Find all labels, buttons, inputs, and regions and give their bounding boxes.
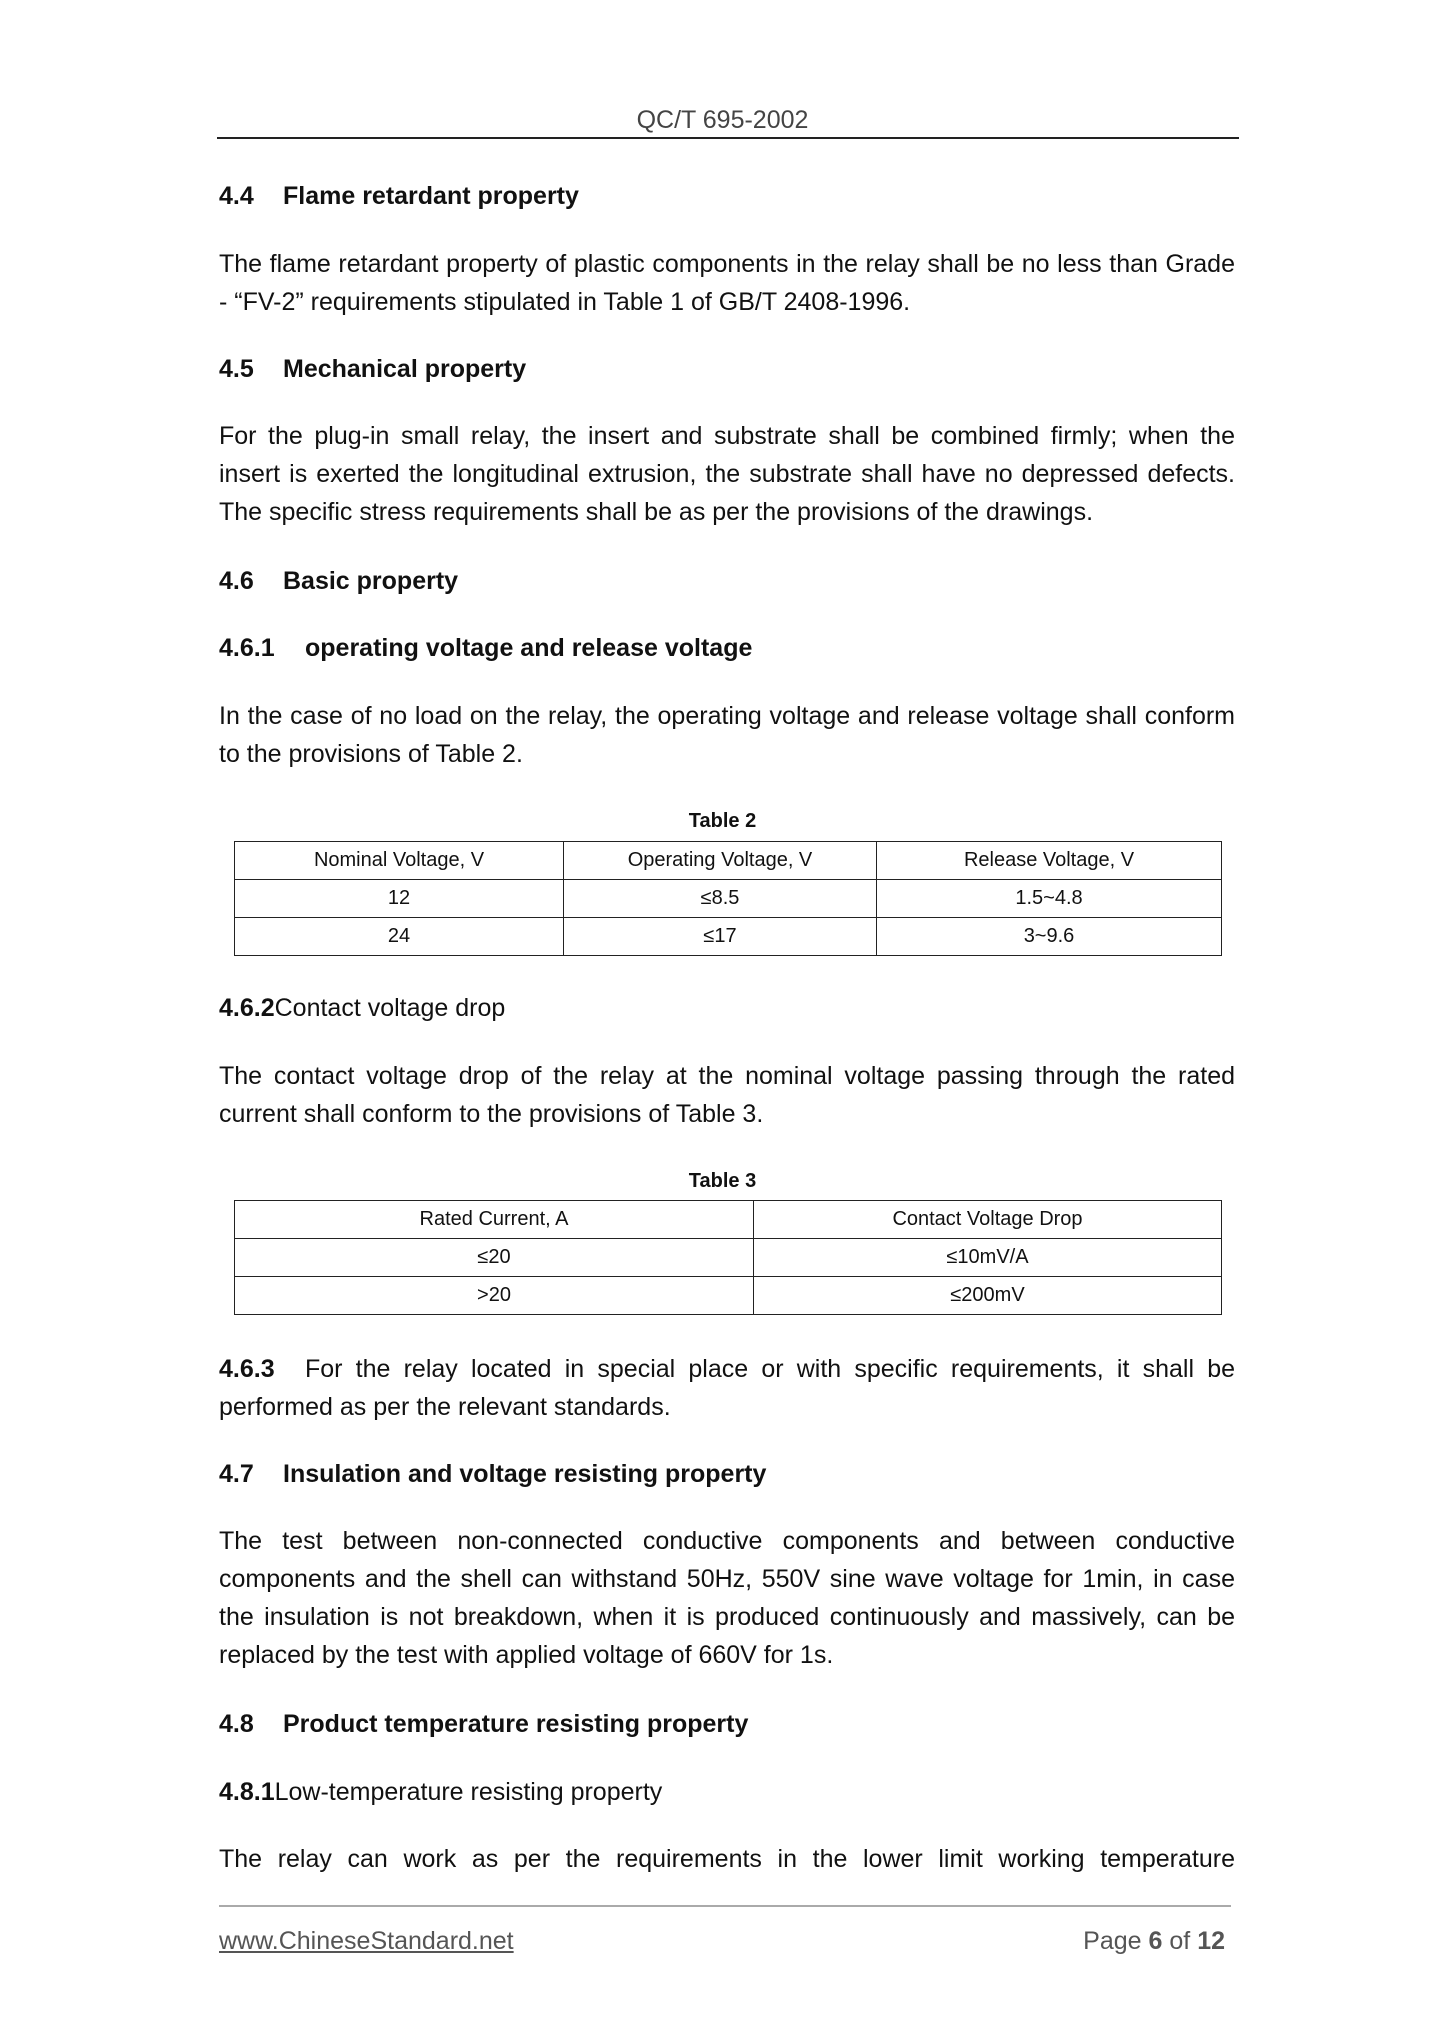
total-pages: 12 — [1197, 1927, 1225, 1955]
section-4-6-2-paragraph: The contact voltage drop of the relay at the nominal voltage passing through the rated current shall conform to the provisions of Table 3. — [219, 1062, 1235, 1128]
section-4-6-3-paragraph — [219, 1350, 1235, 1426]
table-header-cell: Operating Voltage, V — [564, 842, 877, 880]
table-3-caption: Table 3 — [688, 1170, 757, 1192]
section-title: Basic property — [283, 567, 459, 595]
section-4-8-1-paragraph: The relay can work as per the requirements in the lower limit working temperature — [219, 1845, 1235, 1873]
table-cell: ≤10mV/A — [754, 1239, 1222, 1277]
table-row — [235, 880, 1222, 918]
table-cell: ≤20 — [235, 1239, 754, 1277]
section-4-7-heading — [219, 1455, 1235, 1493]
section-4-6-heading — [219, 562, 1235, 600]
section-title: operating voltage and release voltage — [305, 634, 753, 662]
table-header-cell: Contact Voltage Drop — [754, 1201, 1222, 1239]
section-4-8-heading — [219, 1705, 1235, 1743]
website-link[interactable]: www.ChineseStandard.net — [219, 1927, 514, 1955]
footer-link-wrap — [219, 1926, 514, 1956]
table-cell: ≤200mV — [754, 1277, 1222, 1315]
section-4-7-paragraph: The test between non-connected conductive components and between conductive components and the shell can withstand 50Hz, 550V sine wave voltage for 1min, in case the insulation is not breakdown, when it is produced continuously and massively, can be replaced by the test with applied voltage of 660V for 1s. — [219, 1527, 1235, 1669]
table-cell: 1.5~4.8 — [877, 880, 1222, 918]
table-2-caption: Table 2 — [688, 810, 757, 832]
section-4-6-2-heading — [219, 989, 1235, 1027]
section-title: Low-temperature resisting property — [274, 1778, 663, 1806]
section-number: 4.6 — [219, 567, 254, 595]
table-row — [235, 1277, 1222, 1315]
section-title: Flame retardant property — [283, 182, 579, 210]
table-header-row — [235, 1201, 1222, 1239]
section-title: Product temperature resisting property — [283, 1710, 749, 1738]
page-label: Page — [1083, 1927, 1142, 1955]
section-number: 4.5 — [219, 355, 254, 383]
section-title: Insulation and voltage resisting property — [283, 1460, 767, 1488]
footer-rule — [219, 1905, 1231, 1907]
section-4-4-heading — [219, 177, 1235, 215]
section-4-5-heading — [219, 350, 1235, 388]
section-title: Contact voltage drop — [274, 994, 506, 1022]
table-3 — [234, 1200, 1222, 1315]
header-rule — [217, 137, 1239, 139]
current-page: 6 — [1148, 1927, 1163, 1955]
table-header-cell: Nominal Voltage, V — [235, 842, 564, 880]
section-number: 4.6.1 — [219, 634, 275, 662]
table-header-cell: Rated Current, A — [235, 1201, 754, 1239]
section-4-8-1-heading — [219, 1773, 1235, 1811]
table-cell: 24 — [235, 918, 564, 956]
section-title: Mechanical property — [283, 355, 527, 383]
table-row — [235, 1239, 1222, 1277]
section-number: 4.6.2 — [219, 994, 275, 1022]
page-indicator — [1083, 1926, 1225, 1956]
table-cell: ≤17 — [564, 918, 877, 956]
section-number: 4.6.3 — [219, 1355, 275, 1383]
section-4-6-1-paragraph: In the case of no load on the relay, the operating voltage and release voltage shall conform to the provisions of Table 2. — [219, 702, 1235, 768]
section-4-6-1-heading — [219, 629, 1235, 667]
section-text: For the relay located in special place or with specific requirements, it shall be performed as per the relevant standards. — [219, 1355, 1235, 1421]
section-number: 4.8.1 — [219, 1778, 275, 1806]
table-cell: >20 — [235, 1277, 754, 1315]
section-number: 4.7 — [219, 1460, 254, 1488]
section-4-5-paragraph: For the plug-in small relay, the insert and substrate shall be combined firmly; when the insert is exerted the longitudinal extrusion, the substrate shall have no depressed defects. The specific stress requirements shall be as per the provisions of the drawings. — [219, 422, 1235, 526]
table-row — [235, 918, 1222, 956]
table-cell: ≤8.5 — [564, 880, 877, 918]
section-number: 4.8 — [219, 1710, 254, 1738]
table-cell: 12 — [235, 880, 564, 918]
document-header: QC/T 695-2002 — [636, 106, 809, 134]
page-of-label: of — [1169, 1927, 1191, 1955]
table-header-row — [235, 842, 1222, 880]
section-number: 4.4 — [219, 182, 254, 210]
section-4-4-paragraph: The flame retardant property of plastic components in the relay shall be no less than Grade - “FV-2” requirements stipulated in Table 1 of GB/T 2408-1996. — [219, 250, 1235, 316]
table-cell: 3~9.6 — [877, 918, 1222, 956]
table-2 — [234, 841, 1222, 956]
table-header-cell: Release Voltage, V — [877, 842, 1222, 880]
